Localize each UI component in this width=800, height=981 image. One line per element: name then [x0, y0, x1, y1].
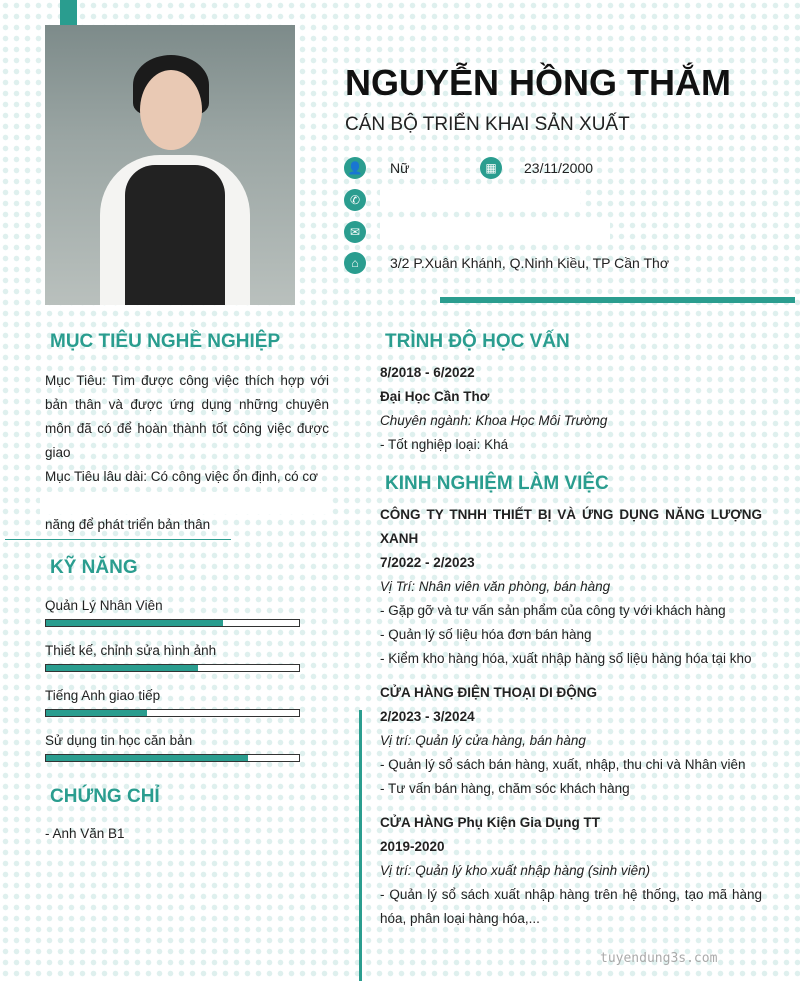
watermark: tuyendung3s.com: [600, 951, 718, 966]
job-1: [380, 503, 762, 671]
job-company: CỬA HÀNG Phụ Kiện Gia Dụng TT: [380, 815, 600, 830]
job-position: Vị trí: Quản lý kho xuất nhập hàng (sinh viên): [380, 863, 651, 878]
experience-heading: KINH NGHIỆM LÀM VIỆC: [385, 473, 609, 494]
skill-label: Quản Lý Nhân Viên: [45, 598, 163, 613]
skill-item: [45, 688, 300, 733]
timeline-line: [359, 710, 362, 981]
skill-fill: [46, 620, 223, 626]
profile-photo: [45, 25, 295, 305]
job-position: Vị trí: Quản lý cửa hàng, bán hàng: [380, 733, 586, 748]
job-3: [380, 811, 762, 931]
certs-heading: CHỨNG CHỈ: [50, 786, 160, 807]
skill-label: Thiết kế, chỉnh sửa hình ảnh: [45, 643, 217, 658]
skill-bar: [45, 664, 300, 672]
skill-fill: [46, 710, 147, 716]
skill-bar: [45, 709, 300, 717]
job-duty: - Gặp gỡ và tư vấn sản phẩm của công ty với khách hàng: [380, 603, 726, 618]
job-duty: - Tư vấn bán hàng, chăm sóc khách hàng: [380, 781, 630, 796]
skill-bar: [45, 619, 300, 627]
education-heading: TRÌNH ĐỘ HỌC VẤN: [385, 331, 570, 352]
home-icon: ⌂: [344, 252, 366, 274]
education-block: [380, 361, 762, 457]
skill-item: [45, 733, 300, 778]
skill-item: [45, 643, 300, 688]
phone-redacted: [380, 190, 580, 208]
cert-item: - Anh Văn B1: [45, 826, 125, 841]
skill-fill: [46, 665, 198, 671]
divider: [440, 297, 795, 303]
objective-long-2: năng để phát triển bản thân: [45, 517, 211, 532]
user-icon: 👤: [344, 157, 366, 179]
skill-item: [45, 598, 300, 643]
candidate-name: NGUYỄN HỒNG THẮM: [345, 62, 731, 103]
job-company: CỬA HÀNG ĐIỆN THOẠI DI ĐỘNG: [380, 685, 597, 700]
gender: Nữ: [390, 160, 410, 176]
email-icon: ✉: [344, 221, 366, 243]
objective-long-1: Mục Tiêu lâu dài: Có công việc ổn định, có cơ: [45, 469, 318, 484]
objective-heading: MỤC TIÊU NGHỀ NGHIỆP: [50, 331, 281, 352]
date-of-birth: 23/11/2000: [524, 160, 594, 176]
skill-bar: [45, 754, 300, 762]
job-period: 2/2023 - 3/2024: [380, 709, 475, 724]
education-major: Chuyên ngành: Khoa Học Môi Trường: [380, 413, 608, 428]
address: 3/2 P.Xuân Khánh, Q.Ninh Kiều, TP Cần Thơ: [390, 255, 669, 271]
redacted-band: [40, 492, 330, 514]
job-duty: - Quản lý sổ sách xuất nhập hàng trên hệ thống, tạo mã hàng hóa, phân loại hàng hóa,...: [380, 887, 762, 926]
education-period: 8/2018 - 6/2022: [380, 365, 475, 380]
divider: [5, 539, 231, 540]
education-school: Đại Học Cần Thơ: [380, 389, 490, 404]
job-duty: - Kiểm kho hàng hóa, xuất nhập hàng số liệu hàng hóa tại kho: [380, 651, 752, 666]
skill-label: Tiếng Anh giao tiếp: [45, 688, 161, 703]
phone-icon: ✆: [344, 189, 366, 211]
job-duty: - Quản lý sổ sách bán hàng, xuất, nhập, thu chi và Nhân viên: [380, 757, 746, 772]
skill-fill: [46, 755, 248, 761]
job-period: 7/2022 - 2/2023: [380, 555, 475, 570]
candidate-role: CÁN BỘ TRIỂN KHAI SẢN XUẤT: [345, 114, 630, 135]
skills-heading: KỸ NĂNG: [50, 557, 138, 578]
job-period: 2019-2020: [380, 839, 445, 854]
calendar-icon: ▦: [480, 157, 502, 179]
job-company: CÔNG TY TNHH THIẾT BỊ VÀ ỨNG DỤNG NĂNG LƯỢNG XANH: [380, 507, 762, 546]
job-2: [380, 681, 762, 801]
objective-short: Mục Tiêu: Tìm được công việc thích hợp với bản thân và được ứng dụng những chuyên môn đã có để hoàn thành tốt công việc được giao: [45, 373, 329, 460]
skill-label: Sử dụng tin học căn bản: [45, 733, 193, 748]
skills-list: [45, 598, 300, 778]
email-redacted: [380, 222, 610, 240]
job-position: Vị Trí: Nhân viên văn phòng, bán hàng: [380, 579, 611, 594]
job-duty: - Quản lý số liệu hóa đơn bán hàng: [380, 627, 592, 642]
education-grade: - Tốt nghiệp loại: Khá: [380, 437, 509, 452]
